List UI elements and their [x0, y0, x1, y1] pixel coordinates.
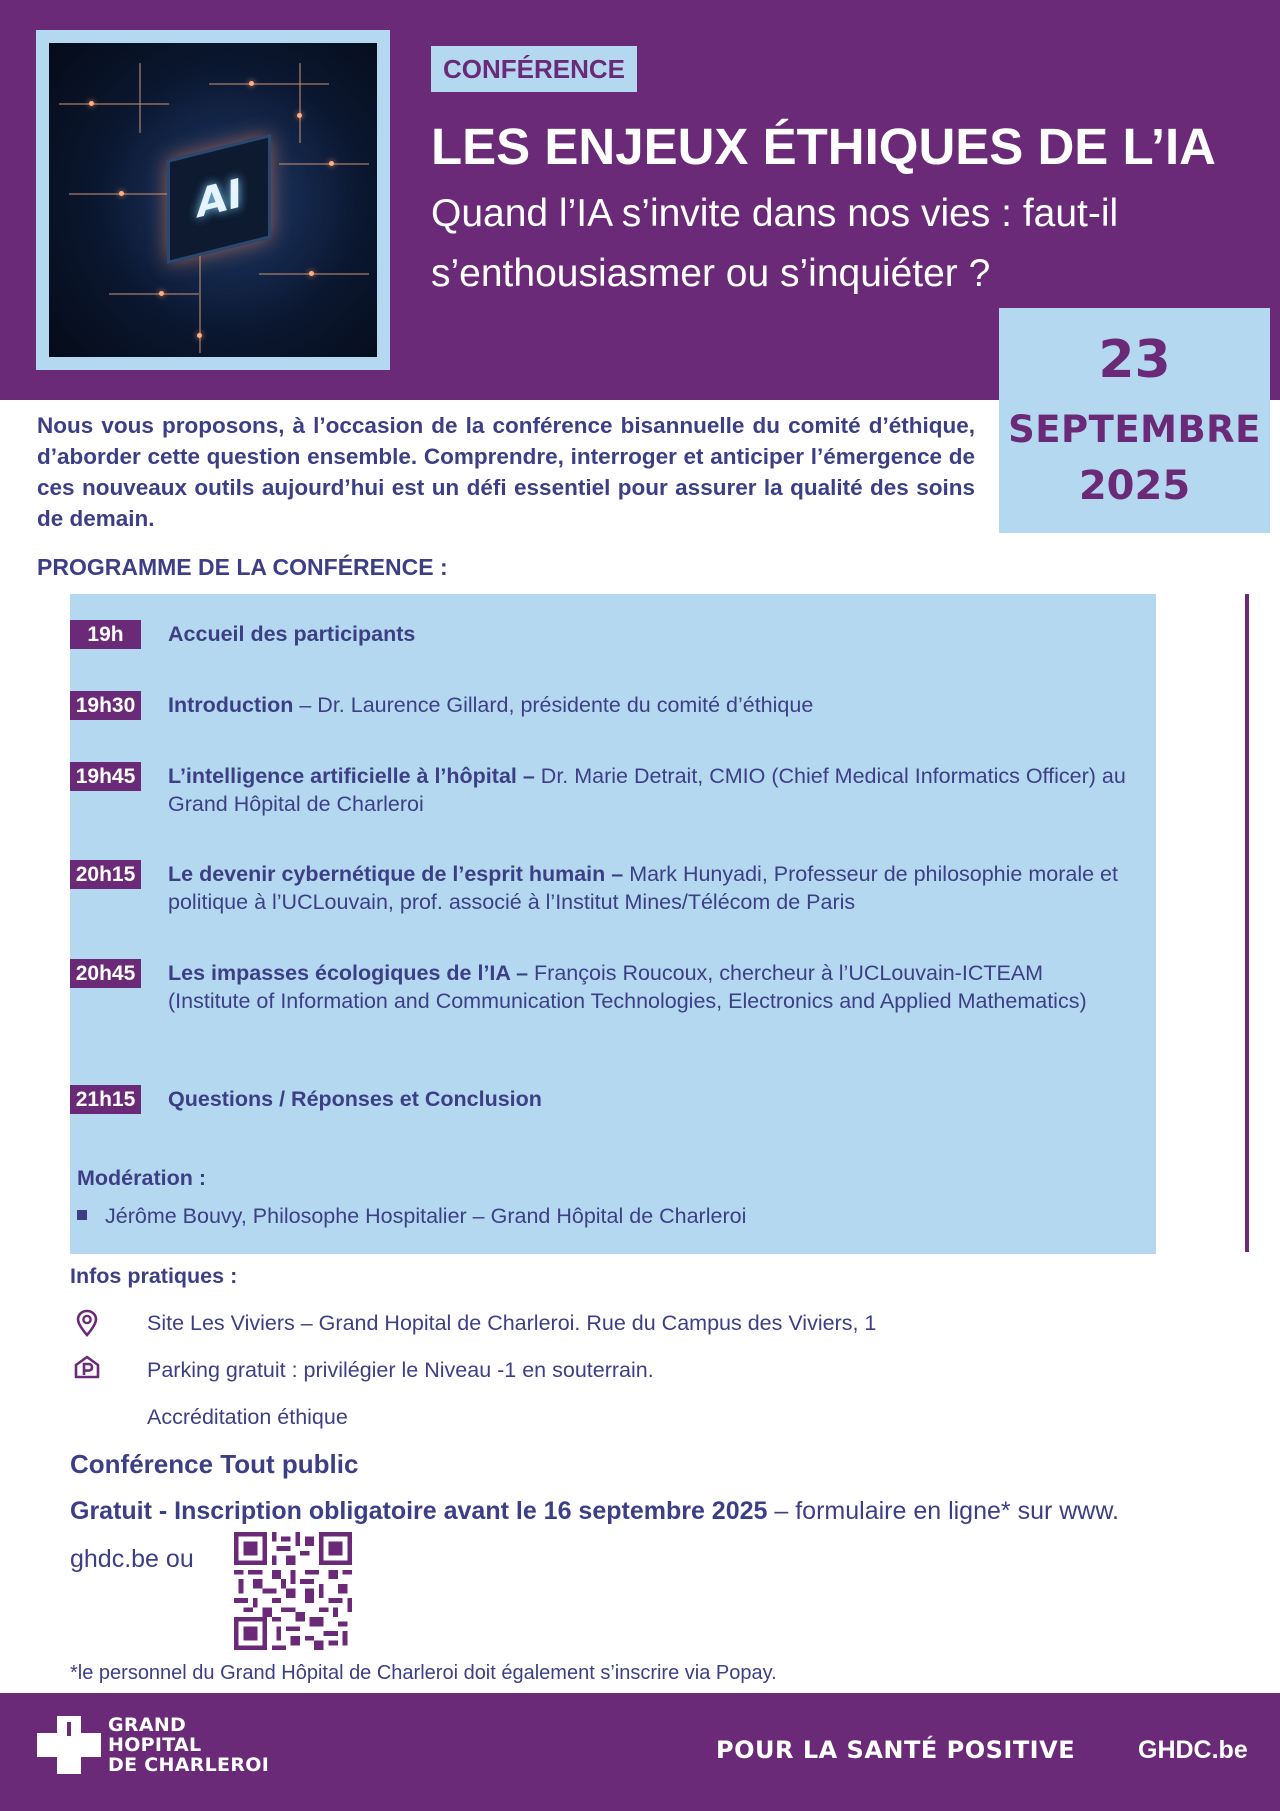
- square-bullet-icon: [77, 1210, 87, 1220]
- program-item-title: Les impasses écologiques de l’IA –: [168, 961, 529, 985]
- ai-chip-image: [49, 43, 377, 357]
- footer-slogan: POUR LA SANTÉ POSITIVE: [716, 1736, 1076, 1764]
- program-item-title: Introduction: [168, 693, 294, 717]
- registration-deadline: Gratuit - Inscription obligatoire avant le 16 septembre 2025: [70, 1497, 768, 1525]
- parking-text: Parking gratuit : privilégier le Niveau -1 en souterrain.: [147, 1358, 654, 1382]
- program-item-title: L’intelligence artificielle à l’hôpital –: [168, 764, 535, 788]
- hero-image-frame: [36, 30, 390, 370]
- time-badge: 20h45: [70, 959, 141, 988]
- program-item-text: [168, 1085, 1128, 1113]
- registration-url-cont[interactable]: ghdc.be ou: [70, 1545, 194, 1573]
- program-item-title: Le devenir cybernétique de l’esprit humain –: [168, 862, 624, 886]
- event-date-box: [999, 308, 1270, 533]
- map-pin-icon: [72, 1308, 102, 1338]
- program-item-text: [168, 959, 1128, 1015]
- hospital-logo-text: [108, 1715, 269, 1775]
- date-year: 2025: [1078, 463, 1191, 509]
- time-badge: 19h30: [70, 691, 141, 720]
- audience-line: Conférence Tout public: [70, 1449, 359, 1479]
- hospital-cross-icon: [37, 1716, 101, 1774]
- program-item-detail: Dr. Marie Detrait, CMIO (Chief Medical Informatics Officer) au Grand Hôpital de Charleroi: [168, 764, 1126, 816]
- moderator-name: Jérôme Bouvy, Philosophe Hospitalier – Grand Hôpital de Charleroi: [105, 1204, 747, 1228]
- logo-line-3: DE CHARLEROI: [108, 1754, 270, 1776]
- date-day: 23: [1098, 330, 1171, 390]
- program-panel: [70, 594, 1156, 1254]
- location-text: Site Les Viviers – Grand Hopital de Charleroi. Rue du Campus des Viviers, 1: [147, 1311, 877, 1335]
- footnote: *le personnel du Grand Hôpital de Charleroi doit également s’inscrire via Popay.: [70, 1662, 777, 1684]
- parking-icon: [72, 1351, 102, 1381]
- accreditation-text: Accréditation éthique: [147, 1405, 348, 1429]
- intro-paragraph: Nous vous proposons, à l’occasion de la conférence bisannuelle du comité d’éthique, d’aborder cette question ensemble. Comprendre, interroger et anticiper l’émergence de ces nouveaux outils aujourd’hui est un défi essentiel pour assurer la qualité des soins de demain.: [37, 413, 975, 531]
- chip-label: AI: [196, 170, 242, 228]
- date-month: SEPTEMBRE: [1008, 408, 1261, 451]
- program-heading: PROGRAMME DE LA CONFÉRENCE :: [37, 554, 448, 580]
- registration-method: – formulaire en ligne* sur www.: [767, 1497, 1119, 1525]
- logo-line-1: GRAND: [108, 1714, 187, 1736]
- program-item-detail: François Roucoux, chercheur à l’UCLouvain-ICTEAM (Institute of Information and Communication Technologies, Electronics and Applied Mathematics): [168, 961, 1087, 1013]
- time-badge: 21h15: [70, 1085, 141, 1114]
- registration-line: [70, 1494, 1270, 1528]
- moderation-line: [77, 1202, 746, 1230]
- page-subtitle: Quand l’IA s’invite dans nos vies : faut-il s’enthousiasmer ou s’inquiéter ?: [431, 192, 1119, 295]
- time-badge: 19h: [70, 620, 141, 649]
- footer-banner: [0, 1693, 1280, 1811]
- infos-heading: Infos pratiques :: [70, 1264, 238, 1288]
- program-item-text: [168, 860, 1128, 916]
- time-badge: 20h15: [70, 860, 141, 889]
- program-item-text: [168, 762, 1128, 818]
- program-item-detail: Mark Hunyadi, Professeur de philosophie morale et politique à l’UCLouvain, prof. associé à l’Institut Mines/Télécom de Paris: [168, 862, 1118, 914]
- moderation-heading: Modération :: [77, 1166, 206, 1190]
- logo-line-2: HOPITAL: [108, 1734, 202, 1756]
- program-item-detail: – Dr. Laurence Gillard, présidente du comité d’éthique: [293, 693, 814, 717]
- footer-site-link[interactable]: GHDC.be: [1138, 1736, 1248, 1764]
- chip-icon: [167, 134, 271, 264]
- program-item-title: Questions / Réponses et Conclusion: [168, 1087, 542, 1111]
- program-side-rule: [1245, 594, 1249, 1252]
- qr-code-icon[interactable]: [234, 1532, 352, 1650]
- page-title: LES ENJEUX ÉTHIQUES DE L’IA: [431, 118, 1216, 175]
- event-type-tag: CONFÉRENCE: [431, 46, 637, 92]
- time-badge: 19h45: [70, 762, 141, 791]
- program-item-title: Accueil des participants: [168, 622, 416, 646]
- program-item-text: [168, 620, 1128, 648]
- program-item-text: [168, 691, 1128, 719]
